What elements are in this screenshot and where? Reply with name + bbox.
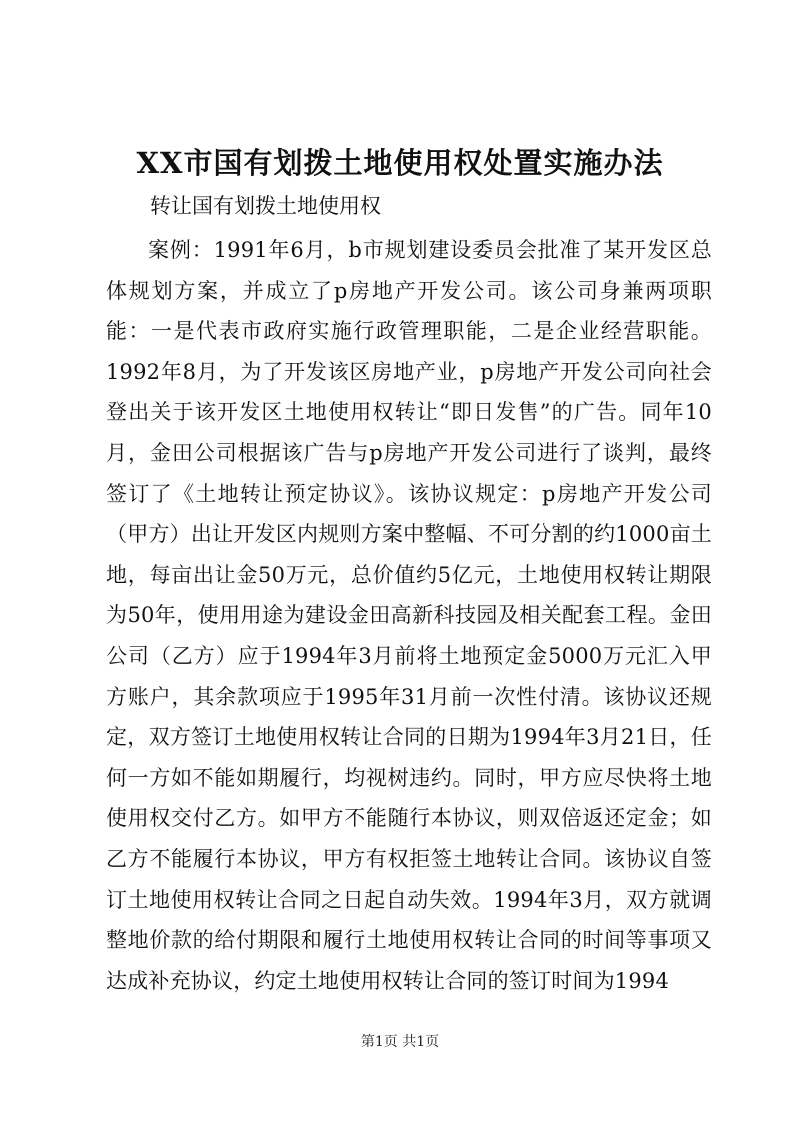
body-paragraph: 案例：1991年6月，b市规划建设委员会批准了某开发区总体规划方案，并成立了p房地产开发公司。该公司身兼两项职能：一是代表市政府实施行政管理职能，二是企业经营职能。1992年8月，为了开发该区房地产业，p房地产开发公司向社会登出关于该开发区土地使用权转让“即日发售”的广告。同年10月，金田公司根据该广告与p房地产开发公司进行了谈判，最终签订了《土地转让预定协议》。该协议规定：p房地产开发公司（甲方）出让开发区内规则方案中整幅、不可分割的约1000亩土地，每亩出让金50万元，总价值约5亿元，土地使用权转让期限为50年，使用用途为建设金田高新科技园及相关配套工程。金田公司（乙方）应于1994年3月前将土地预定金5000万元汇入甲方账户，其余款项应于1995年31月前一次性付清。该协议还规定，双方签订土地使用权转让合同的日期为1994年3月21日，任何一方如不能如期履行，均视树违约。同时，甲方应尽快将土地使用权交付乙方。如甲方不能随行本协议，则双倍返还定金；如乙方不能履行本协议，甲方有权拒签土地转让合同。该协议自签订土地使用权转让合同之日起自动失效。1994年3月，双方就调整地价款的给付期限和履行土地使用权转让合同的时间等事项又达成补充协议，约定土地使用权转让合同的签订时间为1994: [106, 238, 712, 993]
document-title: XX市国有划拨土地使用权处置实施办法: [136, 146, 664, 180]
page-footer: 第1页 共1页: [360, 1034, 440, 1050]
section-subheading: 转让国有划拨土地使用权: [150, 194, 381, 218]
